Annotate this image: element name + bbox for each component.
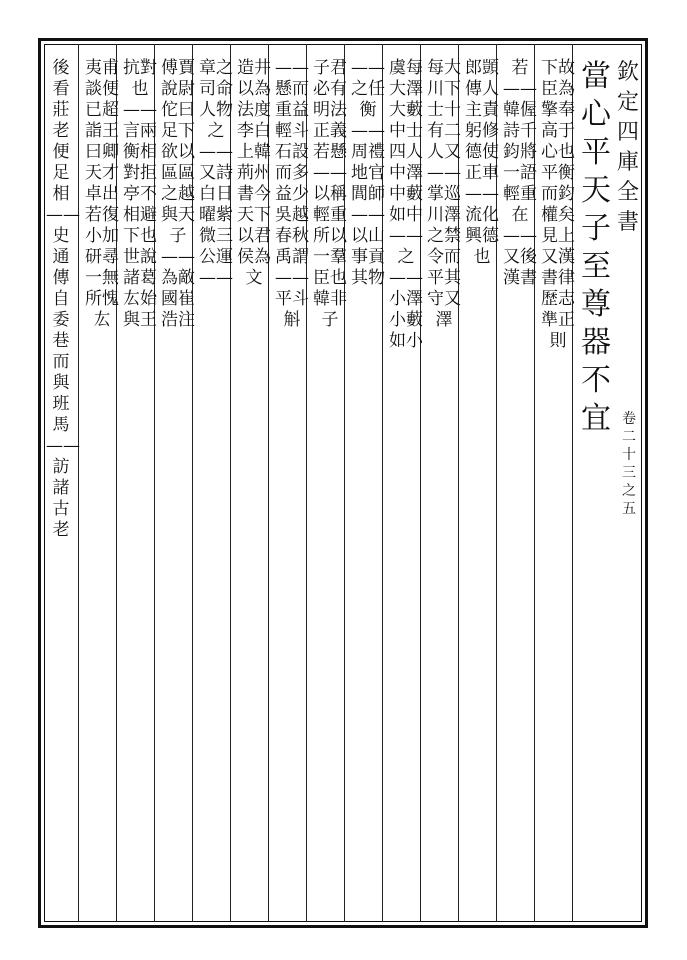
text-column: 後看莊老便足相——史通傳自委巷而與班馬——訪諸古老	[46, 58, 80, 540]
text-column: ——之任衡——周禮地官閭師——以山事貢其物	[351, 58, 385, 288]
text-column: 夷甫談便已超詣王曰卿天才卓出若復小加研尋一無所愧厷	[85, 58, 119, 330]
text-column: 每大川下士十有二人又——掌巡川澤之禁令而平其守又澤	[427, 58, 461, 330]
book-title: 欽定四庫全書	[616, 60, 639, 235]
text-column: 造井以為法度李白上韓荊州書今天下以君侯為文	[237, 58, 271, 288]
text-column: 虞每大澤大藪中士四人中澤中藪如中——之——小澤小藪如小	[389, 58, 423, 351]
text-column: 子君必有明法正義若懸——以稱輕重所以一羣臣也韓非子	[313, 58, 347, 330]
text-column: 抗對也——言兩衡相對拒亭不相避下也世說諸葛厷始與王	[123, 58, 157, 330]
column-rule	[78, 44, 79, 922]
text-column: 章之司命人物之——又詩白日曜紫微三公運——	[199, 58, 233, 288]
text-column: 郎顗傳人主責躬修德使正車——流化興德也	[465, 58, 499, 267]
text-column: 傅賈說尉佗曰足下欲以區區之越與天子——為敵國崔浩注	[161, 58, 195, 330]
text-column: ——懸而重益輕斗石設而多益少吳越春秋禹謂——平斗斛	[275, 58, 309, 330]
volume-label: 卷二十三之五	[622, 411, 636, 517]
text-column: 下故臣為擎奉高于心也平衡而鈞權矣見上又漢書律歷志準正則	[541, 58, 575, 351]
text-column: 若——韓偓詩千鈞將一語輕重在——又後漢書	[503, 58, 537, 288]
text-column: 當心平天子至尊器不宜	[581, 59, 611, 436]
